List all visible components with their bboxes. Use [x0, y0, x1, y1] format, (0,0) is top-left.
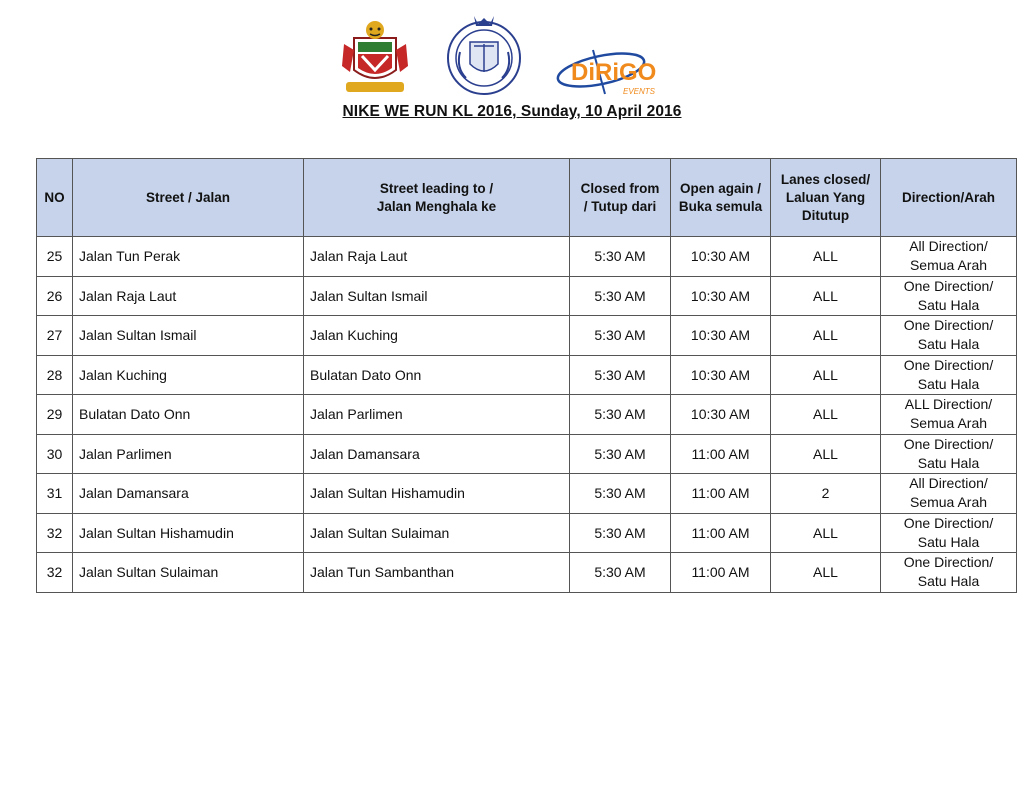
- cell-no: 30: [37, 434, 73, 474]
- cell-closed-from: 5:30 AM: [570, 513, 671, 553]
- cell-direction: One Direction/ Satu Hala: [881, 276, 1017, 316]
- cell-open-again: 10:30 AM: [671, 395, 771, 435]
- table-row: [37, 434, 1017, 474]
- cell-direction: One Direction/ Satu Hala: [881, 316, 1017, 356]
- svg-text:DiRiGO: DiRiGO: [571, 59, 657, 86]
- cell-no: 27: [37, 316, 73, 356]
- cell-direction: One Direction/ Satu Hala: [881, 513, 1017, 553]
- cell-lanes: ALL: [771, 276, 881, 316]
- cell-closed-from: 5:30 AM: [570, 237, 671, 277]
- cell-open-again: 10:30 AM: [671, 316, 771, 356]
- cell-lanes: ALL: [771, 395, 881, 435]
- cell-no: 32: [37, 513, 73, 553]
- cell-leading-to: Jalan Tun Sambanthan: [304, 553, 570, 593]
- cell-leading-to: Jalan Parlimen: [304, 395, 570, 435]
- cell-open-again: 10:30 AM: [671, 355, 771, 395]
- cell-leading-to: Jalan Raja Laut: [304, 237, 570, 277]
- cell-closed-from: 5:30 AM: [570, 316, 671, 356]
- cell-no: 26: [37, 276, 73, 316]
- svg-text:EVENTS: EVENTS: [623, 87, 656, 96]
- header-no: NO: [37, 159, 73, 237]
- table-row: [37, 237, 1017, 277]
- cell-lanes: ALL: [771, 237, 881, 277]
- cell-leading-to: Bulatan Dato Onn: [304, 355, 570, 395]
- table-row: [37, 553, 1017, 593]
- table-row: [37, 276, 1017, 316]
- cell-street: Jalan Kuching: [73, 355, 304, 395]
- cell-no: 29: [37, 395, 73, 435]
- cell-direction: ALL Direction/ Semua Arah: [881, 395, 1017, 435]
- cell-direction: One Direction/ Satu Hala: [881, 553, 1017, 593]
- cell-lanes: ALL: [771, 513, 881, 553]
- cell-open-again: 11:00 AM: [671, 513, 771, 553]
- table-row: [37, 474, 1017, 514]
- cell-open-again: 11:00 AM: [671, 434, 771, 474]
- cell-closed-from: 5:30 AM: [570, 474, 671, 514]
- road-closure-table: [36, 158, 1017, 593]
- cell-open-again: 11:00 AM: [671, 553, 771, 593]
- cell-no: 32: [37, 553, 73, 593]
- table-body: [37, 237, 1017, 593]
- dbkl-crest-logo: [340, 20, 410, 98]
- header-closed-from: Closed from / Tutup dari: [570, 159, 671, 237]
- cell-street: Jalan Damansara: [73, 474, 304, 514]
- logo-bar: [0, 12, 1024, 98]
- cell-direction: All Direction/ Semua Arah: [881, 474, 1017, 514]
- cell-closed-from: 5:30 AM: [570, 276, 671, 316]
- cell-street: Jalan Sultan Ismail: [73, 316, 304, 356]
- header-open-again: Open again / Buka semula: [671, 159, 771, 237]
- header-leading-to: Street leading to / Jalan Menghala ke: [304, 159, 570, 237]
- table-row: [37, 513, 1017, 553]
- cell-lanes: ALL: [771, 355, 881, 395]
- cell-open-again: 11:00 AM: [671, 474, 771, 514]
- cell-open-again: 10:30 AM: [671, 237, 771, 277]
- cell-street: Jalan Tun Perak: [73, 237, 304, 277]
- cell-no: 28: [37, 355, 73, 395]
- cell-street: Jalan Sultan Sulaiman: [73, 553, 304, 593]
- table-row: [37, 395, 1017, 435]
- dirigo-events-logo: [553, 48, 673, 100]
- header-direction: Direction/Arah: [881, 159, 1017, 237]
- cell-street: Jalan Raja Laut: [73, 276, 304, 316]
- table-row: [37, 316, 1017, 356]
- document-title: NIKE WE RUN KL 2016, Sunday, 10 April 2016: [342, 103, 682, 120]
- cell-closed-from: 5:30 AM: [570, 355, 671, 395]
- cell-no: 25: [37, 237, 73, 277]
- cell-street: Bulatan Dato Onn: [73, 395, 304, 435]
- police-crest-logo: [444, 12, 524, 98]
- cell-leading-to: Jalan Damansara: [304, 434, 570, 474]
- cell-leading-to: Jalan Sultan Sulaiman: [304, 513, 570, 553]
- cell-open-again: 10:30 AM: [671, 276, 771, 316]
- cell-closed-from: 5:30 AM: [570, 553, 671, 593]
- cell-street: Jalan Sultan Hishamudin: [73, 513, 304, 553]
- cell-lanes: ALL: [771, 316, 881, 356]
- cell-no: 31: [37, 474, 73, 514]
- cell-closed-from: 5:30 AM: [570, 395, 671, 435]
- cell-leading-to: Jalan Sultan Ismail: [304, 276, 570, 316]
- header-street: Street / Jalan: [73, 159, 304, 237]
- cell-direction: One Direction/ Satu Hala: [881, 434, 1017, 474]
- cell-direction: All Direction/ Semua Arah: [881, 237, 1017, 277]
- cell-lanes: 2: [771, 474, 881, 514]
- cell-direction: One Direction/ Satu Hala: [881, 355, 1017, 395]
- cell-leading-to: Jalan Sultan Hishamudin: [304, 474, 570, 514]
- table-header-row: [37, 159, 1017, 237]
- cell-leading-to: Jalan Kuching: [304, 316, 570, 356]
- header-lanes-closed: Lanes closed/ Laluan Yang Ditutup: [771, 159, 881, 237]
- cell-closed-from: 5:30 AM: [570, 434, 671, 474]
- cell-street: Jalan Parlimen: [73, 434, 304, 474]
- table-row: [37, 355, 1017, 395]
- cell-lanes: ALL: [771, 553, 881, 593]
- cell-lanes: ALL: [771, 434, 881, 474]
